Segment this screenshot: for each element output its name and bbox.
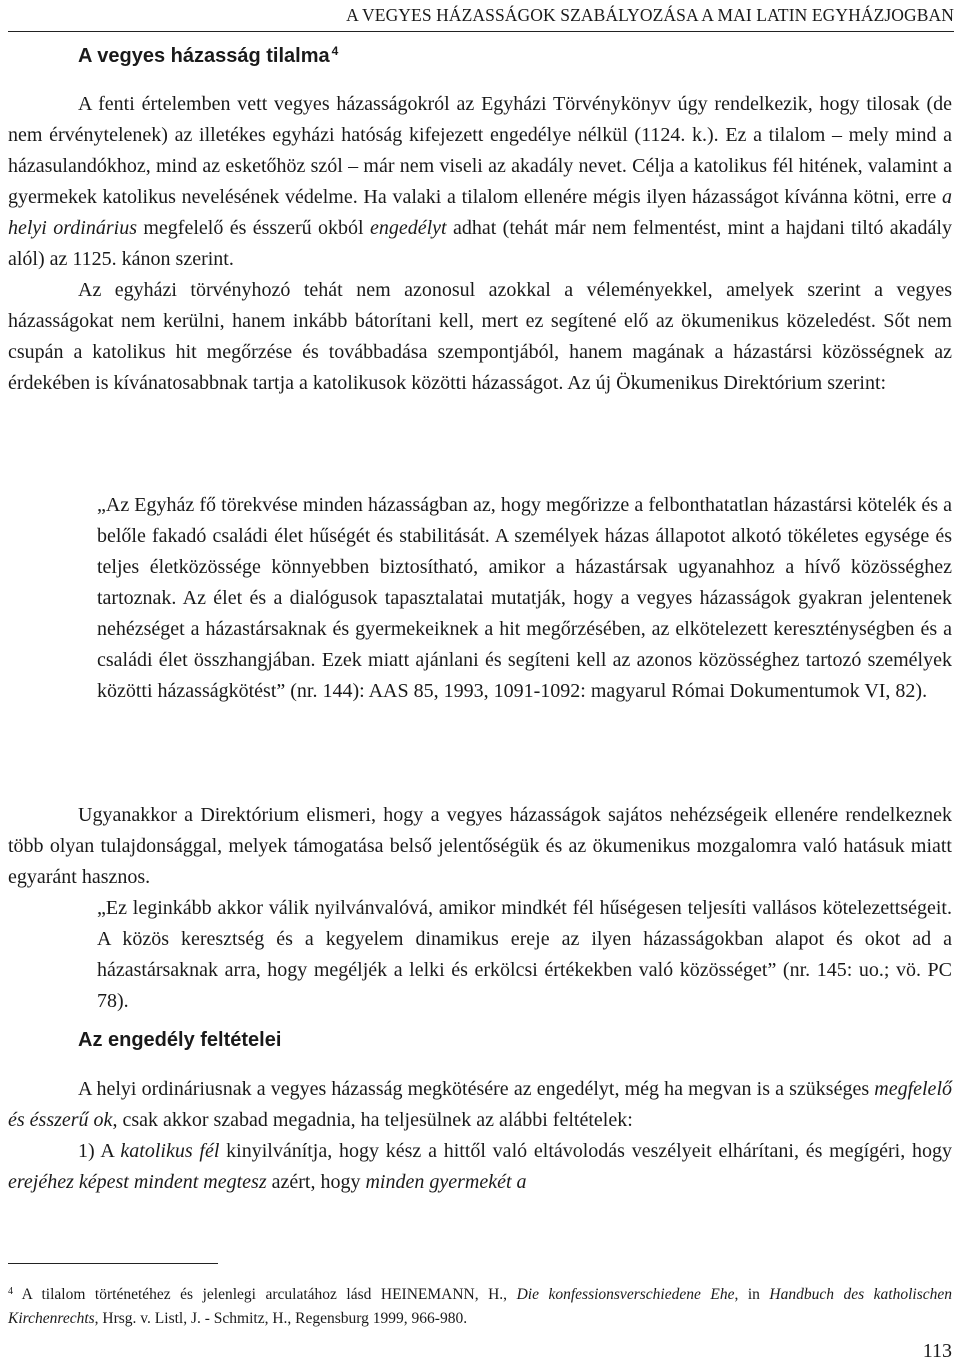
footnote-reference: 4 <box>331 44 339 58</box>
running-header: A VEGYES HÁZASSÁGOK SZABÁLYOZÁSA A MAI LATIN EGYHÁZJOGBAN <box>346 5 954 25</box>
section-heading-prohibition <box>78 44 338 68</box>
body-text-block-1 <box>8 89 952 399</box>
block-quote-directory-144 <box>97 490 952 707</box>
emphasis-every-child: minden gyermekét a <box>365 1171 527 1193</box>
paragraph-text: megfelelő és ésszerű okból <box>136 217 370 239</box>
emphasis-permission: engedélyt <box>369 217 447 239</box>
body-text-block-3 <box>8 1074 952 1198</box>
block-quote-directory-145 <box>97 893 952 1017</box>
paragraph-text: 1) A <box>78 1140 121 1162</box>
emphasis-local-ordinary: a helyi ordinárius <box>8 186 952 239</box>
footnote-text: , in <box>734 1286 770 1303</box>
paragraph-text: , csak akkor szabad megadnia, ha teljesülnek az alábbi feltételek: <box>112 1109 633 1131</box>
footnote-text: , Hrsg. v. Listl, J. - Schmitz, H., Regensburg 1999, 966-980. <box>94 1310 468 1327</box>
paragraph-text: kinyilvánítja, hogy kész a hittől való eltávolodás veszélyeit elhárítani, és megígéri, hogy <box>219 1140 952 1162</box>
footnote-4 <box>8 1280 952 1331</box>
footnote-separator <box>8 1263 218 1264</box>
page-number: 113 <box>922 1340 952 1362</box>
section-heading-text: A vegyes házasság tilalma <box>78 45 330 67</box>
paragraph-directory-recognizes: Ugyanakkor a Direktórium elismeri, hogy a vegyes házasságok sajátos nehézségeik ellenére rendelkeznek több olyan tulajdonsággal, melyek támogatása belső jelentőségük és az ökumenikus mozgalomra való hatásuk miatt egyaránt hasznos. <box>8 804 952 888</box>
emphasis-best-effort: erejéhez képest mindent megtesz <box>8 1171 267 1193</box>
paragraph-text: adhat (tehát már nem felmentést, mint a hajdani tiltó akadály alól) az 1125. kánon szerint. <box>8 217 952 270</box>
body-text-block-2 <box>8 800 952 893</box>
paragraph-canon-1124 <box>8 89 952 275</box>
paragraph-text: azért, hogy <box>266 1171 366 1193</box>
quote-text: „Ez leginkább akkor válik nyilvánvalóvá, amikor mindkét fél hűségesen teljesíti vallásos kötelezettségeit. A közös keresztség és a kegyelem dinamikus ereje az ilyen házasságokban alapot és okot ad a házastársaknak arra, hogy megéljék a lelki és erkölcsi értékekben való közösséget” (nr. 145: uo.; vö. PC 78). <box>97 897 952 1012</box>
paragraph-condition-1 <box>8 1136 952 1198</box>
section-heading-conditions: Az engedély feltételei <box>78 1029 282 1051</box>
footnote-title-1: Die konfessionsverschiedene Ehe <box>516 1286 735 1303</box>
paragraph-text: A helyi ordináriusnak a vegyes házasság megkötésére az engedélyt, még ha megvan is a szükséges <box>78 1078 875 1100</box>
emphasis-catholic-party: katolikus fél <box>120 1140 220 1162</box>
paragraph-legislator: Az egyházi törvényhozó tehát nem azonosul azokkal a véleményekkel, amelyek szerint a vegyes házasságokat nem kerülni, hanem inkább bátorítani kell, mert ez segítené elő az ökumenikus közeledést. Sőt nem csupán a katolikus hit megőrzése és továbbadása szempontjából, hanem magának a házastársi közösségnek az érdekében is kívánatosabbnak tartja a katolikusok közötti házasságot. Az új Ökumenikus Direktórium szerint: <box>8 279 952 394</box>
footnote-title-2: Handbuch des katholischen Kirchenrechts <box>8 1286 953 1327</box>
quote-text: „Az Egyház fő törekvése minden házasságban az, hogy megőrizze a felbonthatatlan házastársi kötelék és a belőle fakadó családi élet hűségét és stabilitását. A személyek házas állapotot alkotó tökéletes egysége és teljes életközössége könnyebben biztosítható, amikor a házastársak ugyanahhoz a hívő közösséghez tartoznak. Az élet és a dialógusok tapasztalatai mutatják, hogy a vegyes házasságok gyakran jelentenek nehézséget a házastársaknak és gyermekeiknek a hit megőrzésében, az elkötelezett kereszténységben és a családi élet összhangjában. Ezek miatt ajánlani és segíteni kell az azonos közösséghez tartozó személyek közötti házasságkötést” (nr. 144): AAS 85, 1993, 1091-1092: magyarul Római Dokumentumok VI, 82). <box>97 494 952 702</box>
emphasis-reason: megfelelő és ésszerű ok <box>8 1078 952 1131</box>
footnote-number: 4 <box>8 1286 13 1297</box>
paragraph-text: A fenti értelemben vett vegyes házasságokról az Egyházi Törvénykönyv úgy rendelkezik, hogy tilosak (de nem érvénytelenek) az illetékes egyházi hatóság kifejezett engedélye nélkül (1124. k.). Ez a tilalom – mely mind a házasulandókhoz, mind az esketőhöz szól – már nem viseli az akadály nevet. Célja a katolikus fél hitének, valamint a gyermekek katolikus nevelésének védelme. Ha valaki a tilalom ellenére mégis ilyen házasságot kívánna kötni, erre <box>8 93 952 208</box>
header-rule <box>8 31 954 32</box>
footnote-text: A tilalom történetéhez és jelenlegi arculatához lásd HEINEMANN, H., <box>13 1286 517 1303</box>
paragraph-local-ordinary <box>8 1074 952 1136</box>
